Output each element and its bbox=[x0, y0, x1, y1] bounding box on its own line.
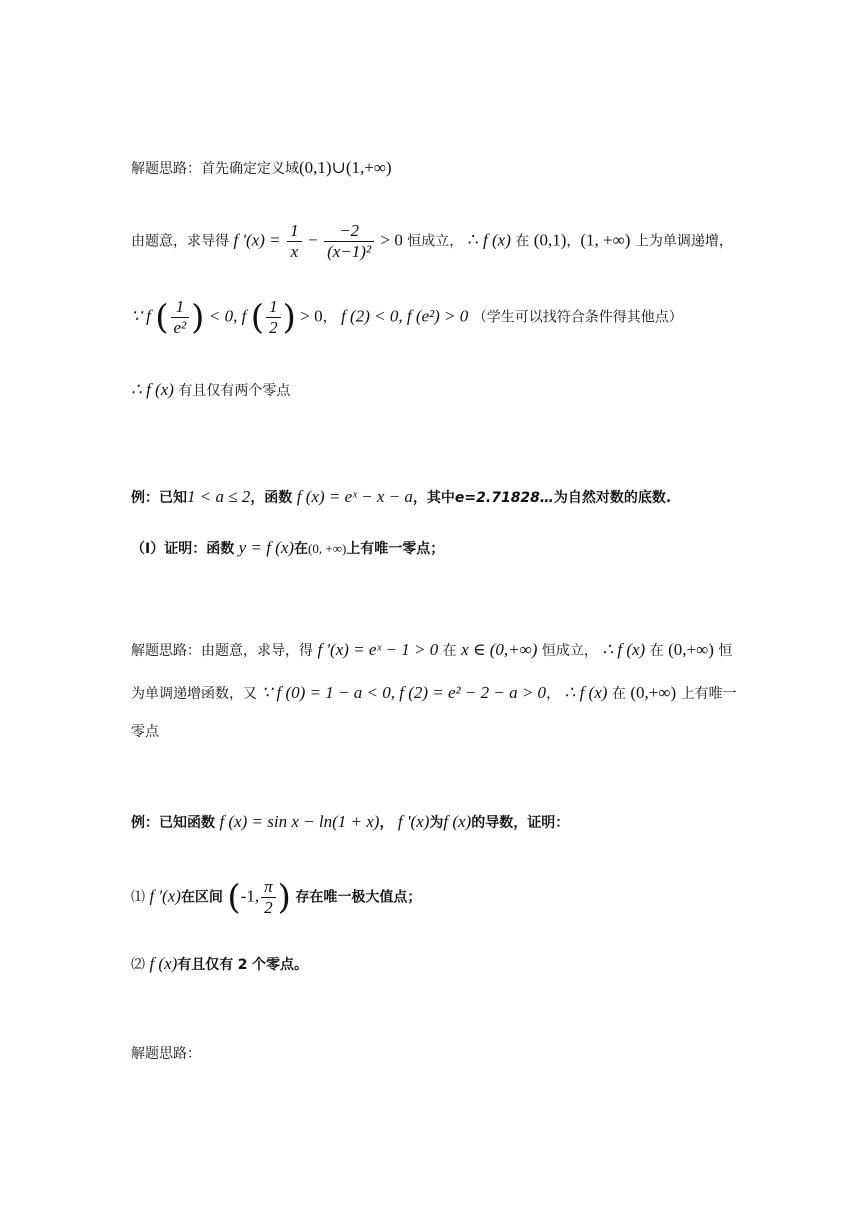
example-one-solution-line-3 bbox=[131, 722, 740, 742]
derivative-prove-text: 的导数，证明： bbox=[471, 815, 570, 831]
unique-zero-text: 上有唯一零点； bbox=[346, 541, 445, 557]
example-intro: 例：已知 bbox=[131, 490, 187, 506]
greater-than-zero: > 0 bbox=[300, 306, 323, 326]
interval: (0,+∞) bbox=[630, 683, 677, 702]
e-value: e=2.71828… bbox=[454, 490, 554, 506]
comma: ， bbox=[379, 815, 394, 831]
fraction-denominator: 2 bbox=[264, 898, 273, 917]
final-solution-label: 解题思路： bbox=[131, 1046, 201, 1062]
is-text: 为 bbox=[429, 815, 444, 831]
derivative-intro: 由题意，求导得 bbox=[131, 233, 229, 250]
more-points: f (2) < 0, f (e²) > 0 bbox=[341, 306, 469, 326]
conclusion-line bbox=[131, 380, 740, 401]
on-text: 在 bbox=[649, 643, 664, 659]
question-number: ⑵ bbox=[131, 957, 145, 973]
solution-intro-label: 解题思路：首先确定定义域 bbox=[131, 161, 299, 177]
fraction-one-over-x bbox=[287, 222, 302, 261]
on-text: 在 bbox=[611, 686, 626, 702]
because-f: ∵ f bbox=[131, 306, 151, 326]
function-label: ，函数 bbox=[250, 490, 293, 506]
x-domain: x ∈ (0,+∞) bbox=[461, 640, 538, 659]
example-two-question-one bbox=[131, 878, 740, 917]
question-label: （Ⅰ）证明：函数 bbox=[131, 541, 235, 557]
natural-log-base-text: 为自然对数的底数. bbox=[553, 490, 672, 506]
function-fx: f (x) bbox=[483, 230, 511, 250]
where-text: ，其中 bbox=[412, 490, 455, 506]
fraction-denominator: x bbox=[290, 242, 299, 261]
exactly-text: 有且仅有 bbox=[177, 957, 234, 973]
example-one-solution-line-1 bbox=[131, 640, 740, 661]
fraction-one-half bbox=[266, 298, 281, 337]
greater-than-zero: > 0 bbox=[380, 230, 403, 250]
right-paren: ) bbox=[282, 297, 296, 338]
zero-count: 2 bbox=[237, 957, 248, 973]
condition-expression: 1 < a ≤ 2 bbox=[187, 487, 251, 506]
example-two-statement bbox=[131, 812, 740, 833]
function-fx: f (x) bbox=[443, 812, 472, 831]
therefore-fx: ∴ f (x) bbox=[564, 683, 608, 702]
fraction-denominator: e² bbox=[173, 318, 187, 337]
left-paren: ( bbox=[155, 297, 169, 338]
in-interval-text: 在区间 bbox=[180, 889, 223, 906]
fraction-one-over-e-squared bbox=[171, 298, 190, 337]
fraction-pi-over-two bbox=[261, 878, 276, 917]
derivative-symbol: f '(x) bbox=[397, 812, 430, 831]
interval-one: (0,1) bbox=[533, 230, 567, 250]
left-paren: ( bbox=[250, 297, 265, 338]
final-solution-label-line bbox=[131, 1044, 740, 1064]
right-paren: ) bbox=[277, 877, 291, 918]
zeros-text: 个零点。 bbox=[251, 957, 308, 973]
derivative-lhs: f '(x) = bbox=[233, 230, 281, 250]
right-paren: ) bbox=[191, 297, 205, 338]
derivative-line bbox=[131, 222, 740, 261]
values-check: ∵ f (0) = 1 − a < 0, f (2) = e² − 2 − a > 0 bbox=[261, 683, 547, 702]
example-intro: 例：已知函数 bbox=[131, 815, 215, 831]
derivative-expression: f '(x) = eˣ − 1 > 0 bbox=[317, 640, 439, 659]
function-y: y = f (x) bbox=[238, 538, 295, 557]
domain-expression: (0,1)∪(1,+∞) bbox=[299, 158, 392, 177]
therefore-fx: ∴ f (x) bbox=[602, 640, 646, 659]
therefore-fx: ∴ f (x) bbox=[131, 380, 174, 399]
fraction-numerator: 1 bbox=[287, 222, 302, 242]
comma: ， bbox=[322, 309, 337, 326]
fraction-numerator: 1 bbox=[171, 298, 190, 318]
example-one-solution-line-2 bbox=[131, 683, 740, 704]
function-fx: f (x) bbox=[149, 954, 178, 973]
comma: ， bbox=[546, 686, 561, 702]
solution-intro-line bbox=[131, 158, 740, 179]
comma: ， bbox=[566, 233, 581, 250]
fraction-numerator: π bbox=[261, 878, 276, 898]
example-one-question bbox=[131, 538, 740, 559]
sign-check-line bbox=[131, 298, 740, 337]
fraction-denominator: (x−1)² bbox=[327, 242, 372, 261]
less-than-zero: < 0, f bbox=[208, 306, 247, 326]
holds-text: 恒成立， bbox=[407, 233, 464, 250]
fraction-denominator: 2 bbox=[269, 318, 278, 337]
student-note: （学生可以找符合条件得其他点） bbox=[472, 309, 683, 326]
derivative-symbol: f '(x) bbox=[149, 886, 181, 906]
therefore-symbol: ∴ bbox=[467, 230, 479, 250]
question-number: ⑴ bbox=[131, 889, 145, 906]
example-one-statement bbox=[131, 487, 740, 508]
example-two-question-two bbox=[131, 954, 740, 975]
conclusion-text: 有且仅有两个零点 bbox=[178, 383, 291, 399]
interval-two: (1, +∞) bbox=[580, 230, 631, 250]
fraction-neg-two bbox=[324, 222, 374, 261]
interval: (0, +∞) bbox=[308, 541, 347, 556]
increasing-text: 为单调递增函数，又 bbox=[131, 686, 257, 702]
unique-text: 上有唯一 bbox=[680, 686, 737, 702]
function-expression: f (x) = sin x − ln(1 + x) bbox=[219, 812, 380, 831]
fraction-numerator: 1 bbox=[266, 298, 281, 318]
on-text: 在 bbox=[294, 541, 309, 557]
left-paren: ( bbox=[227, 877, 241, 918]
fraction-numerator: −2 bbox=[324, 222, 374, 242]
monotone-text: 上为单调递增， bbox=[634, 233, 733, 250]
on-text: 在 bbox=[515, 233, 530, 250]
interval-left: -1, bbox=[240, 886, 260, 906]
holds-text: 恒成立， bbox=[541, 643, 598, 659]
minus-sign: − bbox=[308, 230, 318, 250]
constant-text: 恒 bbox=[718, 643, 733, 659]
function-expression: f (x) = eˣ − x − a bbox=[296, 487, 413, 506]
unique-max-text: 存在唯一极大值点； bbox=[295, 889, 422, 906]
interval: (0,+∞) bbox=[668, 640, 714, 659]
on-text: 在 bbox=[442, 643, 457, 659]
zero-point-text: 零点 bbox=[131, 724, 159, 740]
solution-label: 解题思路：由题意，求导，得 bbox=[131, 643, 313, 659]
